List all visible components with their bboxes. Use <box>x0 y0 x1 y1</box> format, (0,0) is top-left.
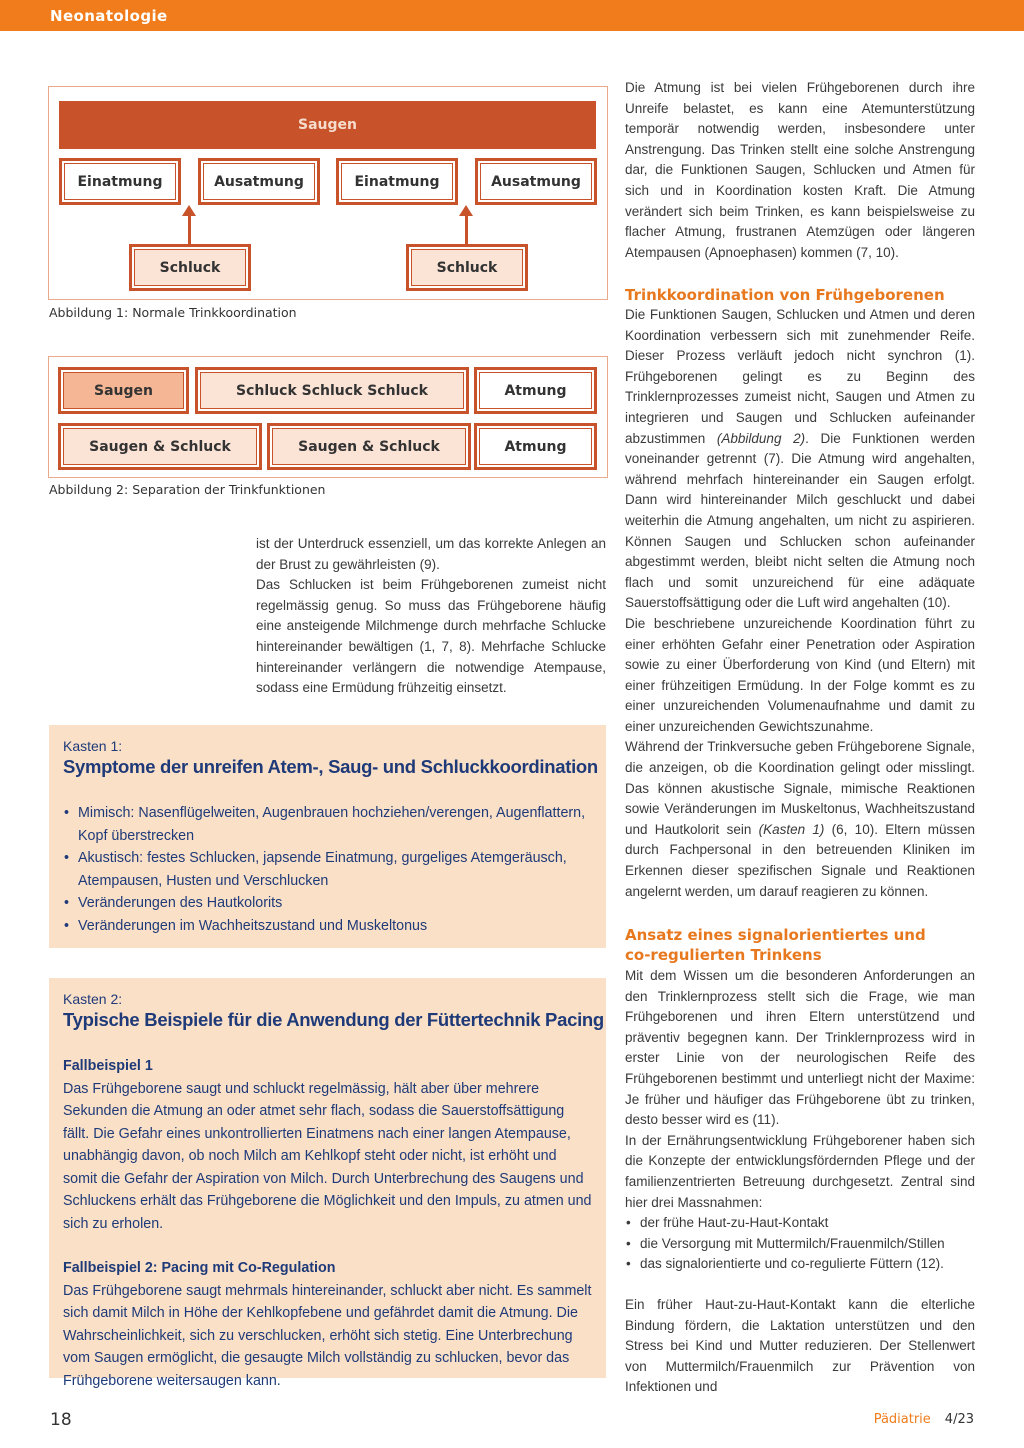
kasten2-title: Typische Beispiele für die Anwendung der Füttertechnik Pacing <box>63 1009 604 1030</box>
figure1-arrow-1 <box>188 214 191 246</box>
kasten1-item: • Akustisch: festes Schlucken, japsende Einatmung, gurgeliges Atemgeräusch, Atempausen, Husten und Verschlucken <box>63 847 592 892</box>
issue-number: 4/23 <box>944 1412 974 1427</box>
right-paragraph-7: Ein früher Haut-zu-Haut-Kontakt kann die elterliche Bindung fördern, die Laktation unterstützen und den Stress bei Kind und Mutter reduzieren. Der Stellenwert von Muttermilch/Frauenmilch zur Prävention von Infektionen und <box>625 1296 975 1395</box>
kasten2-body <box>63 1055 592 1392</box>
figure2-box-schluck-schluck: Schluck Schluck Schluck <box>195 367 469 414</box>
right-column-section-1 <box>625 305 975 902</box>
figure1-arrowhead-1 <box>182 205 196 216</box>
right-paragraph-4a: Während der Trinkversuche geben Frühgeborene Signale, die anzeigen, ob die Koordination gelingt oder misslingt. Das können akustische Signale, mimische Reaktionen sowie Veränderungen im Muskeltonus, Wachheitszustand und Hautkolorit sein <box>625 739 975 837</box>
figure2-box-saugen-schluck-1: Saugen & Schluck <box>58 423 262 470</box>
section-title: Neonatologie <box>50 7 168 25</box>
right-paragraph-2a: Die Funktionen Saugen, Schlucken und Atmen und deren Koordination verbessern sich mit zunehmender Reife. Dieser Prozess verläuft jedoch nicht synchron (1). Frühgeborenen gelingt es zu Beginn des Trinklernprozesses zumeist nicht, Saugen und Atmen zu integrieren und Saugen und Schlucken aufeinander abzustimmen <box>625 307 975 446</box>
figure1-arrow-2 <box>465 214 468 246</box>
right-paragraph-2b: . Die Funktionen werden voneinander getrennt (7). Die Atmung wird angehalten, während mehrfach hintereinander ein Saugen erfolgt. Dann wird hintereinander Milch geschluckt und dabei weiterhin die Atmung angehalten, um nicht zu aspirieren. Können Saugen und Schlucken schon aufeinander abgestimmt werden, bleibt nicht selten die Atmung noch flach und somit unzureichend für eine adäquate Sauerstoffsättigung oder die Luft wird angehalten (10). <box>625 430 975 611</box>
right-paragraph-5: Mit dem Wissen um die besonderen Anforderungen an den Trinklernprozess stellt sich die Frage, wie man Frühgeborenen und ihren Eltern unterstützend und präventiv begegnen kann. Der Trinklernprozess wird in erster Linie von der neurologischen Reife des Frühgeborenen bestimmt und unterliegt nicht der Maxime: Je früher und häufiger das Frühgeborene übt zu trinken, desto besser wird es (11). <box>625 968 975 1128</box>
figure-2-reference: (Abbildung 2) <box>716 430 806 446</box>
figure1-box-einatmung-1: Einatmung <box>59 158 181 205</box>
figure1-arrowhead-2 <box>459 205 473 216</box>
figure2-caption: Abbildung 2: Separation der Trinkfunktionen <box>49 482 326 497</box>
kasten2-label: Kasten 2: <box>63 991 123 1007</box>
measures-list <box>625 1213 975 1275</box>
kasten-1 <box>49 725 606 948</box>
heading-trinkkoordination: Trinkkoordination von Frühgeborenen <box>625 286 945 304</box>
footer-journal <box>874 1412 974 1427</box>
figure1-box-ausatmung-1: Ausatmung <box>198 158 320 205</box>
kasten1-label: Kasten 1: <box>63 738 123 754</box>
figure1-box-schluck-1: Schluck <box>129 244 251 291</box>
kasten1-item: • Veränderungen im Wachheitszustand und Muskeltonus <box>63 915 592 938</box>
kasten2-case2-title: Fallbeispiel 2: Pacing mit Co-Regulation <box>63 1260 336 1276</box>
figure1-box-schluck-2: Schluck <box>406 244 528 291</box>
kasten2-case1-text: Das Frühgeborene saugt und schluckt regelmässig, hält aber über mehrere Sekunden die Atmung an oder atmet sehr flach, sodass die Sauerstoffsättigung fällt. Die Gefahr eines unkontrollierten Einatmens nach einer langen Atempause, unabhängig davon, ob noch Milch am Kehlkopf steht oder nicht, ist erhöht und somit die Gefahr der Aspiration von Milch. Durch Unterbrechung des Saugens und Schluckens erhält das Frühgeborene die Möglichkeit und den Impuls, zu atmen und sich zu erholen. <box>63 1080 592 1232</box>
figure1-caption: Abbildung 1: Normale Trinkkoordination <box>49 305 297 320</box>
figure-1 <box>48 86 608 300</box>
right-paragraph-6: In der Ernährungsentwicklung Frühgeborener haben sich die Konzepte der entwicklungsfördernden Pflege und der familienzentrierten Betreuung durchgesetzt. Zentral sind hier drei Massnahmen: <box>625 1132 975 1210</box>
header-bar <box>0 0 1024 31</box>
kasten1-title: Symptome der unreifen Atem-, Saug- und Schluckkoordination <box>63 756 598 777</box>
kasten1-list <box>63 802 592 937</box>
figure1-box-ausatmung-2: Ausatmung <box>475 158 597 205</box>
heading-ansatz: Ansatz eines signalorientiertes und co-regulierten Trinkens <box>625 926 926 964</box>
right-paragraph-1: Die Atmung ist bei vielen Frühgeborenen durch ihre Unreife belastet, es kann eine Atemunterstützung temporär notwendig werden, insbesondere unter Anstrengung. Das Trinken stellt eine solche Anstrengung dar, die Funktionen Saugen, Schlucken und Atmen für sich und in Koordination kosten Kraft. Die Atmung verändert sich beim Trinken, es kann beispielsweise zu flacher Atmung, frustranen Atemzügen oder längeren Atempausen (Apnoephasen) kommen (7, 10). <box>625 80 975 260</box>
left-column-text <box>256 534 606 699</box>
journal-name: Pädiatrie <box>873 1412 931 1427</box>
kasten1-body <box>63 802 592 937</box>
measures-item: • die Versorgung mit Muttermilch/Frauenmilch/Stillen <box>625 1234 975 1255</box>
right-paragraph-2 <box>625 305 975 614</box>
kasten2-case1-title: Fallbeispiel 1 <box>63 1058 153 1074</box>
kasten1-item: • Mimisch: Nasenflügelweiten, Augenbrauen hochziehen/verengen, Augenflattern, Kopf überstrecken <box>63 802 592 847</box>
right-column-section-2 <box>625 966 975 1398</box>
kasten2-case2-text: Das Frühgeborene saugt mehrmals hintereinander, schluckt aber nicht. Es sammelt sich damit Milch in Höhe der Kehlkopfebene und gefährdet damit die Atmung. Die Wahrscheinlichkeit, sich zu verschlucken, erhöht sich stetig. Eine Unterbrechung vom Saugen ermöglicht, die gesaugte Milch vollständig zu schlucken, bevor das Frühgeborene weitersaugen kann. <box>63 1282 592 1389</box>
figure2-box-atmung-2: Atmung <box>474 423 597 470</box>
kasten-1-reference: (Kasten 1) <box>758 821 825 837</box>
figure2-box-saugen-schluck-2: Saugen & Schluck <box>267 423 471 470</box>
figure1-box-einatmung-2: Einatmung <box>336 158 458 205</box>
left-paragraph-2: Das Schlucken ist beim Frühgeborenen zumeist nicht regelmässig genug. So muss das Frühgeborene häufig eine ansteigende Milchmenge durch mehrfache Schlucke hintereinander bewältigen (1, 7, 8). Mehrfache Schlucke hintereinander verlängern die notwendige Atempause, sodass eine Ermüdung frühzeitig einsetzt. <box>256 577 606 696</box>
kasten1-item: • Veränderungen des Hautkolorits <box>63 892 592 915</box>
right-paragraph-4b: (6, 10). Eltern müssen durch Fachpersonal in den betreuenden Kliniken im Erkennen dieser spezifischen Signale und Reaktionen angelernt werden, um darauf reagieren zu können. <box>625 821 976 899</box>
right-column-intro <box>625 78 975 263</box>
measures-item: • das signalorientierte und co-regulierte Füttern (12). <box>625 1254 975 1275</box>
right-paragraph-4 <box>625 737 975 902</box>
right-paragraph-3: Die beschriebene unzureichende Koordination führt zu einer erhöhten Gefahr einer Penetration oder Aspiration sowie zu einer Überforderung von Kind (und Eltern) mit einer frühzeitigen Ermüdung. In der Folge kommt es zu einer unzureichenden Volumenaufnahme und damit zu einer unzureichenden Gewichtszunahme. <box>625 615 975 734</box>
figure2-box-atmung-1: Atmung <box>474 367 597 414</box>
page-number: 18 <box>50 1410 72 1430</box>
measures-item: • der frühe Haut-zu-Haut-Kontakt <box>625 1213 975 1234</box>
figure2-box-saugen: Saugen <box>58 367 189 414</box>
kasten-2 <box>49 978 606 1389</box>
figure-2 <box>48 356 608 478</box>
figure1-saugen-bar: Saugen <box>59 101 596 149</box>
left-paragraph-1: ist der Unterdruck essenziell, um das korrekte Anlegen an der Brust zu gewährleisten (9). <box>256 536 606 572</box>
